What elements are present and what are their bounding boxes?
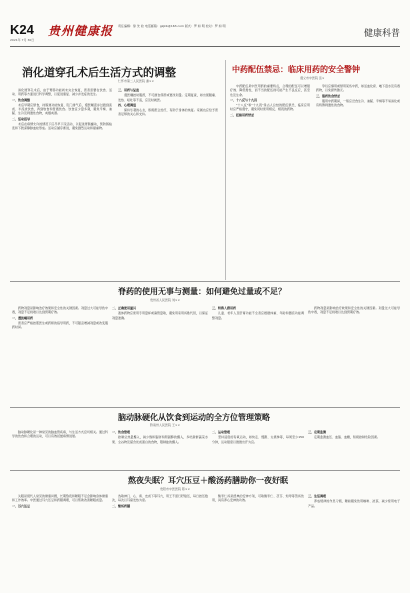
article-4-col-2: 一、饮食管理 控制总热量摄入，减少饱和脂肪和胆固醇的摄入，多吃新鲜蔬菜水果、全谷物及富含优质蛋白的食物，限制盐的摄入。	[112, 430, 208, 444]
editor-meta: 责任编辑：徐 先 检 电话邮箱：gzjkb@163.com 版式：罗 如 明 校对：罗 如 明	[118, 24, 226, 28]
article-3-col-1: 药物剂量是影响治疗效果和安全性的关键因素。剂量过大可能导致中毒，剂量不足则难以达到预期疗效。 一、遵医嘱用药 患者应严格按照医生或药师的指导用药，不可随意增减剂量或改变服药时间。	[12, 306, 108, 330]
article-4-col-1: 脑动脉硬化是一种常见的脑血管疾病，与生活方式密切相关。通过科学的饮食和合理的运动，可以有效延缓病情进展。	[12, 430, 108, 439]
article-1-byline: 仁怀市第二人民医院 谢××	[118, 79, 154, 83]
article-4-col-3: 二、运动管理 坚持适度的有氧运动，如快走、慢跑、太极拳等，每周至少150分钟，运动强度以微微出汗为宜。	[212, 430, 304, 444]
article-1-title: 消化道穿孔术后生活方式的调整	[22, 66, 176, 79]
article-2-byline: 遵义市中医院 张×	[300, 76, 325, 80]
header-rule	[10, 46, 400, 47]
column-divider	[225, 60, 226, 280]
article-2-col-1: 中药配伍是中医用药的重要特点，合理的配伍可以增强疗效、降低毒性，而不当的配伍则可能产生不良反应，甚至危及生命。 一、十八反与十九畏 "十八反"和"十九畏"是古人总结的配伍禁忌，临床应用时应严格遵守，避免同时使用相反、相畏的药物。 二、妊娠用药禁忌	[230, 84, 310, 117]
article-3-byline: 贵州省人民医院 刘××	[150, 298, 180, 302]
article-3-col-3: 三、特殊人群用药 儿童、老年人及肝肾功能不全者应根据体重、年龄和器官功能调整剂量。	[212, 306, 304, 320]
article-2-title: 中药配伍禁忌：临床用药的安全警钟	[232, 64, 360, 74]
article-1-col-2: 三、用药与复查 遵医嘱按时服药，不可擅自停药或更改剂量。定期复查，如出现腹痛、发热、呕吐等不适，应及时就医。 四、心理调适 保持乐观的心态，积极配合治疗，有助于身体的恢复。家属也应给予患者足够的关心和支持。	[118, 88, 218, 117]
section-divider-2	[10, 407, 400, 408]
section-name: 健康科普	[363, 29, 400, 39]
article-1-col-1: 消化道穿孔术后，由于胃肠功能尚未完全恢复，患者需要在饮食、活动、用药等方面进行科学调整，以促进康复、减少并发症的发生。 一、饮食调整 术后早期应禁食，待肠道功能恢复、肛门排气后，遵医嘱逐步过渡到流质、半流质饮食，再到软食和普通饮食。饮食宜少量多餐，避免辛辣、油腻、生冷及刺激性食物，戒烟戒酒。 二、活动指导 术后在病情允许的情况下应尽早下床活动，以促进胃肠蠕动，预防肠粘连和下肢深静脉血栓形成。活动应循序渐进，避免剧烈运动和提重物。	[12, 88, 112, 131]
article-5-byline: 贵阳市中医医院 陈××	[160, 487, 190, 491]
article-5-col-3: 酸枣仁汤是经典的安神方剂，可取酸枣仁、茯苓、知母等煎汤饮用，具有养心安神的功效。	[212, 494, 304, 503]
page-header	[0, 0, 410, 48]
article-4-col-4: 三、定期监测 定期监测血压、血脂、血糖，积极控制危险因素。	[308, 430, 381, 440]
article-4-title: 脑动脉硬化从饮食到运动的全方位管理策略	[118, 412, 270, 422]
section-divider-3	[10, 470, 400, 471]
article-5-title: 熬夜失眠？耳穴压豆＋酸汤药膳助你一夜好眠	[128, 475, 288, 485]
article-3-col-4: 药物剂量是影响治疗效果和安全性的关键因素。剂量过大可能导致中毒，剂量不足则难以达到预期疗效。	[308, 306, 400, 315]
article-5-col-2: 选取神门、心、肾、皮质下等耳穴，用王不留行籽贴压，每日按压数次，每次以耳廓发热为度。 二、酸汤药膳	[112, 494, 208, 508]
section-divider-1	[10, 281, 400, 282]
article-5-col-1: 失眠是现代人常见的健康问题，长期熬夜和睡眠不足会影响身体健康和工作效率。中医通过耳穴压豆和药膳调理，可以帮助改善睡眠质量。 一、耳穴压豆	[12, 494, 108, 508]
masthead-logo: 贵州健康报	[48, 24, 114, 38]
article-3-col-2: 二、正确使用量具 液体药物应使用专用量杯或滴管量取，避免用家用汤匙代替，以保证剂量准确。	[112, 306, 208, 320]
issue-date: 2021年 7月 30日	[10, 38, 35, 42]
article-5-col-4: 三、生活调理 养成规律的作息习惯，睡前避免饮用咖啡、浓茶，减少使用电子产品。	[308, 494, 400, 508]
article-4-byline: 黔南州人民医院 王××	[150, 423, 180, 427]
page-number: K24	[10, 22, 34, 37]
article-3-title: 脊药的使用无事与测量：如何避免过量或不足？	[118, 286, 286, 296]
article-2-col-2: 孕妇应慎用或禁用某些中药，如活血化瘀、峻下逐水及有毒药物，以免损伤胎元。 三、服药饮食禁忌 服用中药期间，一般应忌食生冷、油腻、辛辣等不易消化或有特殊刺激性的食物。	[316, 84, 400, 108]
